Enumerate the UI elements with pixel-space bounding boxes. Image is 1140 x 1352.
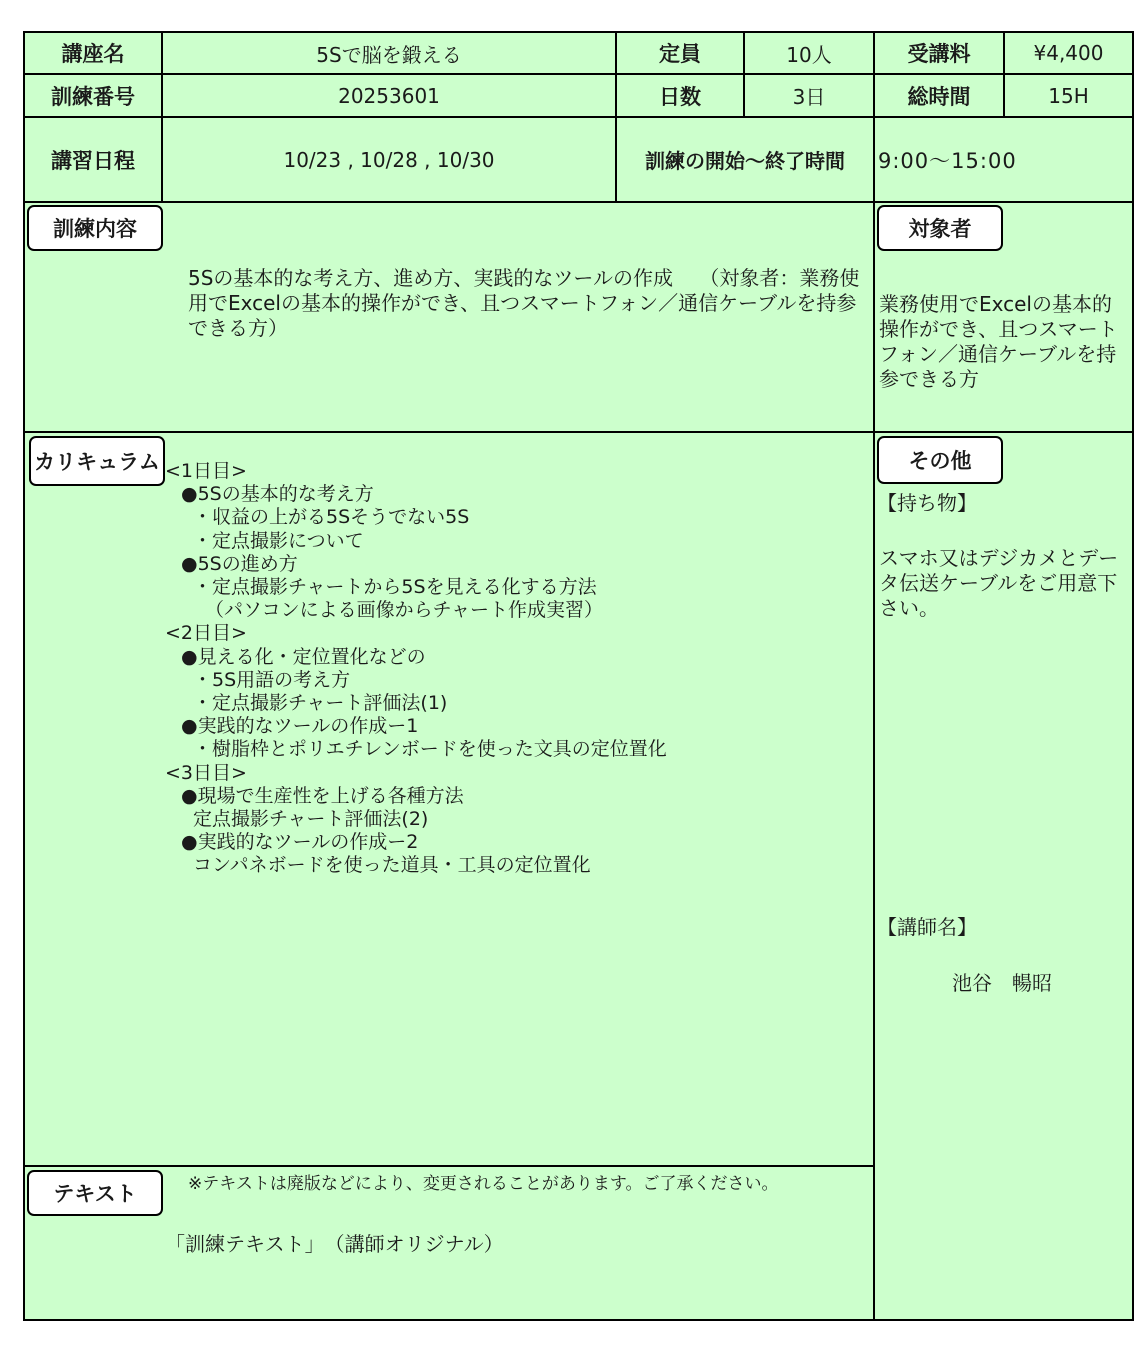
other-label: その他 — [877, 436, 1003, 484]
days-label: 日数 — [659, 84, 701, 109]
target-text: 業務使用でExcelの基本的操作ができ、且つスマートフォン／通信ケーブルを持参できる方 — [879, 292, 1118, 391]
grid-line — [23, 431, 1134, 433]
grid-line — [873, 31, 875, 1321]
instructor-name: 池谷 暢昭 — [952, 971, 1052, 995]
content-label: 訓練内容 — [27, 205, 163, 251]
curriculum-list — [165, 460, 667, 878]
curriculum-subitem: ・収益の上がる5Sそうでない5S — [193, 506, 470, 529]
capacity-value: 10人 — [786, 42, 832, 67]
curriculum-subitem: ・定点撮影チャートから5Sを見える化する方法 — [193, 576, 597, 599]
curriculum-item: ●5Sの進め方 — [181, 552, 298, 575]
day-heading: <3日目> — [165, 761, 247, 784]
training-number-label: 訓練番号 — [51, 84, 135, 109]
course-name: 5Sで脳を鍛える — [316, 42, 462, 67]
total-hours-value: 15H — [1048, 83, 1089, 108]
schedule-label: 講習日程 — [51, 148, 135, 173]
target-label: 対象者 — [877, 205, 1003, 251]
curriculum-label: カリキュラム — [29, 436, 165, 486]
curriculum-subitem: ・定点撮影について — [193, 529, 364, 552]
schedule-dates: 10/23 , 10/28 , 10/30 — [283, 147, 495, 172]
time-label: 訓練の開始～終了時間 — [645, 149, 845, 173]
instructor-heading: 【講師名】 — [877, 915, 977, 939]
grid-line — [23, 201, 1134, 203]
fee-label: 受講料 — [907, 42, 971, 66]
curriculum-item: ●5Sの基本的な考え方 — [181, 483, 374, 506]
day-heading: <2日目> — [165, 622, 247, 645]
curriculum-item: ●現場で生産性を上げる各種方法 — [181, 784, 464, 807]
curriculum-subitem: （パソコンによる画像からチャート作成実習） — [205, 599, 604, 622]
curriculum-subitem: ・定点撮影チャート評価法(1) — [193, 692, 448, 715]
total-hours-label: 総時間 — [907, 84, 971, 109]
curriculum-subitem: コンパネボードを使った道具・工具の定位置化 — [193, 854, 591, 877]
textbook-title: 「訓練テキスト」 （講師オリジナル） — [165, 1232, 504, 1256]
textbook-label: テキスト — [27, 1170, 163, 1216]
days-value: 3日 — [792, 85, 826, 109]
course-name-label: 講座名 — [61, 42, 125, 66]
training-number: 20253601 — [338, 83, 440, 108]
curriculum-subitem: ・5S用語の考え方 — [193, 668, 351, 691]
belongings-heading: 【持ち物】 — [877, 491, 977, 515]
fee-value: ¥4,400 — [1033, 41, 1104, 65]
curriculum-subitem: 定点撮影チャート評価法(2) — [193, 808, 429, 831]
curriculum-item: ●見える化・定位置化などの — [181, 645, 426, 668]
curriculum-item: ●実践的なツールの作成ー1 — [181, 715, 419, 738]
textbook-note: ※テキストは廃版などにより、変更されることがあります。ご了承ください。 — [188, 1174, 779, 1194]
day-heading: <1日目> — [165, 460, 247, 482]
content-text: 5Sの基本的な考え方、進め方、実践的なツールの作成 （対象者：業務使用でExcelの基本的操作ができ、且つスマートフォン／通信ケーブルを持参できる方） — [188, 266, 860, 340]
curriculum-item: ●実践的なツールの作成ー2 — [181, 831, 419, 854]
capacity-label: 定員 — [659, 42, 701, 66]
time-value: 9:00～15:00 — [878, 148, 1017, 173]
grid-line — [23, 1165, 875, 1167]
curriculum-subitem: ・樹脂枠とポリエチレンボードを使った文具の定位置化 — [193, 738, 667, 761]
belongings-text: スマホ又はデジカメとデータ伝送ケーブルをご用意下さい。 — [879, 546, 1119, 620]
